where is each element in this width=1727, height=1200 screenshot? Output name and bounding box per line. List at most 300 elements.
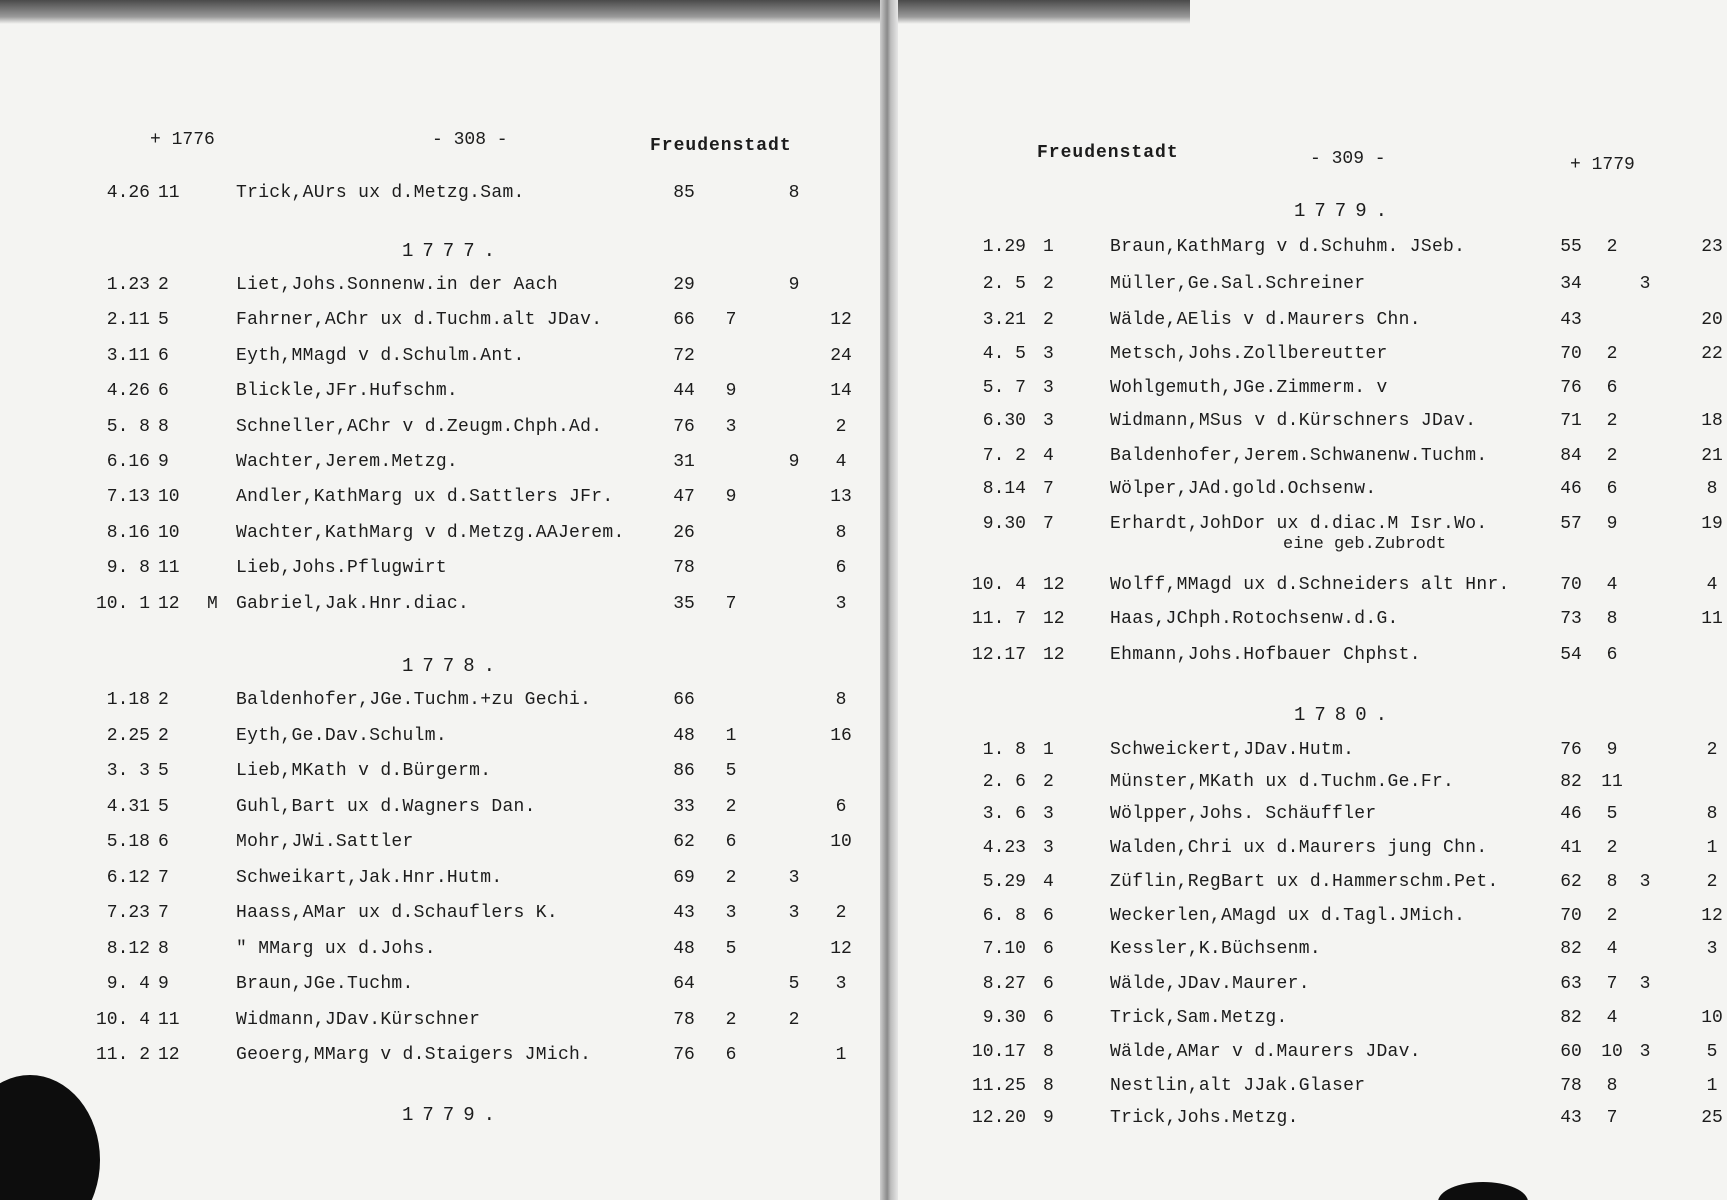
burial-number: 10 xyxy=(158,523,180,543)
person-name: Fahrner,AChr ux d.Tuchm.alt JDav. xyxy=(236,310,603,330)
age-months: 7 xyxy=(1606,974,1618,994)
burial-number: 12 xyxy=(1043,575,1065,595)
table-row xyxy=(0,868,880,902)
table-row xyxy=(898,479,1727,513)
death-date: 1. 8 xyxy=(982,740,1026,760)
burial-number: 6 xyxy=(1043,974,1054,994)
table-row xyxy=(898,378,1727,412)
age-months: 6 xyxy=(1606,378,1618,398)
age-months: 4 xyxy=(1606,939,1618,959)
age-months: 11 xyxy=(1601,772,1623,792)
year-heading: 1777. xyxy=(402,240,505,262)
death-date: 9.30 xyxy=(982,1008,1026,1028)
burial-number: 12 xyxy=(1043,609,1065,629)
death-date: 1.18 xyxy=(106,690,150,710)
table-row xyxy=(898,411,1727,445)
age-years: 66 xyxy=(673,310,695,330)
burial-number: 11 xyxy=(158,558,180,578)
age-months: 7 xyxy=(1606,1108,1618,1128)
age-years: 66 xyxy=(673,690,695,710)
age-days: 11 xyxy=(1701,609,1723,629)
burial-number: 2 xyxy=(1043,310,1054,330)
age-months: 8 xyxy=(1606,609,1618,629)
person-name: Wälde,AElis v d.Maurers Chn. xyxy=(1110,310,1421,330)
age-months: 8 xyxy=(1606,872,1618,892)
age-days: 10 xyxy=(1701,1008,1723,1028)
age-years: 57 xyxy=(1560,514,1582,534)
table-row xyxy=(0,487,880,521)
table-row xyxy=(898,1108,1727,1142)
age-days: 25 xyxy=(1701,1108,1723,1128)
age-years: 29 xyxy=(673,275,695,295)
person-name: Blickle,JFr.Hufschm. xyxy=(236,381,459,401)
age-years: 69 xyxy=(673,868,695,888)
table-row xyxy=(0,1045,880,1079)
age-months: 9 xyxy=(725,381,737,401)
burial-number: 6 xyxy=(158,381,169,401)
burial-number: 6 xyxy=(158,346,169,366)
burial-number: 2 xyxy=(158,275,169,295)
age-months: 9 xyxy=(1606,740,1618,760)
age-years: 82 xyxy=(1560,939,1582,959)
death-date: 4.26 xyxy=(106,381,150,401)
table-row xyxy=(898,838,1727,872)
table-row xyxy=(898,939,1727,973)
age-days: 10 xyxy=(830,832,852,852)
age-months: 5 xyxy=(725,939,737,959)
age-weeks: 9 xyxy=(788,275,800,295)
age-months: 7 xyxy=(725,310,737,330)
age-years: 46 xyxy=(1560,479,1582,499)
book-gutter xyxy=(880,0,898,1200)
age-years: 43 xyxy=(1560,1108,1582,1128)
burial-number: 11 xyxy=(158,1010,180,1030)
person-name: Wälde,JDav.Maurer. xyxy=(1110,974,1310,994)
burial-number: 8 xyxy=(1043,1042,1054,1062)
burial-number: 5 xyxy=(158,761,169,781)
death-date: 6.30 xyxy=(982,411,1026,431)
death-date: 1.23 xyxy=(106,275,150,295)
age-years: 48 xyxy=(673,939,695,959)
age-years: 41 xyxy=(1560,838,1582,858)
age-days: 8 xyxy=(835,523,847,543)
table-row xyxy=(898,274,1727,308)
age-months: 8 xyxy=(1606,1076,1618,1096)
age-years: 78 xyxy=(1560,1076,1582,1096)
person-name: Wachter,Jerem.Metzg. xyxy=(236,452,459,472)
person-name: Schweickert,JDav.Hutm. xyxy=(1110,740,1355,760)
age-years: 73 xyxy=(1560,609,1582,629)
age-years: 82 xyxy=(1560,1008,1582,1028)
person-name: Ehmann,Johs.Hofbauer Chphst. xyxy=(1110,645,1421,665)
death-date: 3.11 xyxy=(106,346,150,366)
age-years: 54 xyxy=(1560,645,1582,665)
death-date: 7.10 xyxy=(982,939,1026,959)
page-number: - 309 - xyxy=(1310,149,1386,169)
age-days: 6 xyxy=(835,797,847,817)
age-months: 5 xyxy=(725,761,737,781)
table-row xyxy=(898,974,1727,1008)
right-page xyxy=(898,0,1727,1200)
burial-number: 2 xyxy=(158,690,169,710)
age-days: 3 xyxy=(835,594,847,614)
age-weeks: 3 xyxy=(1639,274,1651,294)
age-years: 70 xyxy=(1560,906,1582,926)
burial-number: 3 xyxy=(1043,804,1054,824)
person-name: Erhardt,JohDor ux d.diac.M Isr.Wo. xyxy=(1110,514,1488,534)
death-date: 5.18 xyxy=(106,832,150,852)
age-days: 8 xyxy=(1706,804,1718,824)
burial-number: 2 xyxy=(1043,274,1054,294)
age-days: 19 xyxy=(1701,514,1723,534)
age-months: 10 xyxy=(1601,1042,1623,1062)
burial-number: 12 xyxy=(1043,645,1065,665)
person-name: Lieb,Johs.Pflugwirt xyxy=(236,558,447,578)
person-name: Widmann,MSus v d.Kürschners JDav. xyxy=(1110,411,1477,431)
death-year-heading: + 1776 xyxy=(150,130,215,150)
person-name: Mohr,JWi.Sattler xyxy=(236,832,414,852)
person-name: Geoerg,MMarg v d.Staigers JMich. xyxy=(236,1045,592,1065)
death-date: 12.17 xyxy=(971,645,1026,665)
table-row xyxy=(0,594,880,628)
death-date: 9.30 xyxy=(982,514,1026,534)
age-days: 1 xyxy=(1706,838,1718,858)
burial-number: 4 xyxy=(1043,872,1054,892)
burial-number: 6 xyxy=(158,832,169,852)
death-date: 10. 1 xyxy=(95,594,150,614)
age-months: 2 xyxy=(1606,838,1618,858)
burial-number: 7 xyxy=(1043,479,1054,499)
page-number: - 308 - xyxy=(432,130,508,150)
age-years: 43 xyxy=(1560,310,1582,330)
age-months: 2 xyxy=(1606,411,1618,431)
table-row xyxy=(898,772,1727,806)
burial-number: 7 xyxy=(158,903,169,923)
person-name: Müller,Ge.Sal.Schreiner xyxy=(1110,274,1366,294)
age-months: 1 xyxy=(725,726,737,746)
age-years: 64 xyxy=(673,974,695,994)
place-heading: Freudenstadt xyxy=(650,136,792,156)
burial-number: 3 xyxy=(1043,411,1054,431)
death-date: 12.20 xyxy=(971,1108,1026,1128)
burial-number: 2 xyxy=(1043,772,1054,792)
person-name: Guhl,Bart ux d.Wagners Dan. xyxy=(236,797,536,817)
death-date: 4.26 xyxy=(106,183,150,203)
year-heading: 1779. xyxy=(1294,200,1397,222)
death-date: 11.25 xyxy=(971,1076,1026,1096)
age-weeks: 3 xyxy=(1639,974,1651,994)
age-months: 3 xyxy=(725,417,737,437)
person-name: Wölpper,Johs. Schäuffler xyxy=(1110,804,1377,824)
age-months: 3 xyxy=(725,903,737,923)
age-years: 78 xyxy=(673,1010,695,1030)
death-date: 5. 7 xyxy=(982,378,1026,398)
burial-number: 10 xyxy=(158,487,180,507)
age-weeks: 8 xyxy=(788,183,800,203)
person-name: Trick,Johs.Metzg. xyxy=(1110,1108,1299,1128)
table-row xyxy=(898,1008,1727,1042)
death-date: 8.12 xyxy=(106,939,150,959)
age-days: 6 xyxy=(835,558,847,578)
age-days: 22 xyxy=(1701,344,1723,364)
age-days: 18 xyxy=(1701,411,1723,431)
burial-number: 11 xyxy=(158,183,180,203)
death-date: 10. 4 xyxy=(971,575,1026,595)
age-weeks: 5 xyxy=(788,974,800,994)
age-days: 3 xyxy=(1706,939,1718,959)
person-name: Kessler,K.Büchsenm. xyxy=(1110,939,1321,959)
table-row xyxy=(898,1042,1727,1076)
age-days: 4 xyxy=(835,452,847,472)
death-date: 7.13 xyxy=(106,487,150,507)
age-months: 6 xyxy=(1606,645,1618,665)
table-row xyxy=(898,645,1727,679)
age-days: 2 xyxy=(835,903,847,923)
death-date: 3. 3 xyxy=(106,761,150,781)
death-date: 5. 8 xyxy=(106,417,150,437)
age-weeks: 3 xyxy=(788,903,800,923)
death-date: 8.27 xyxy=(982,974,1026,994)
death-date: 10. 4 xyxy=(95,1010,150,1030)
age-days: 5 xyxy=(1706,1042,1718,1062)
age-days: 1 xyxy=(835,1045,847,1065)
death-date: 7. 2 xyxy=(982,446,1026,466)
death-date: 4.31 xyxy=(106,797,150,817)
person-name: Lieb,MKath v d.Bürgerm. xyxy=(236,761,492,781)
age-months: 2 xyxy=(725,797,737,817)
age-years: 76 xyxy=(1560,740,1582,760)
burial-number: 3 xyxy=(1043,838,1054,858)
scan-edge xyxy=(898,0,1190,24)
age-days: 24 xyxy=(830,346,852,366)
age-months: 6 xyxy=(725,1045,737,1065)
death-date: 4. 5 xyxy=(982,344,1026,364)
burial-number: 2 xyxy=(158,726,169,746)
age-days: 21 xyxy=(1701,446,1723,466)
age-years: 85 xyxy=(673,183,695,203)
death-date: 9. 8 xyxy=(106,558,150,578)
table-row xyxy=(0,417,880,451)
scan-shadow xyxy=(0,1075,100,1200)
age-years: 70 xyxy=(1560,344,1582,364)
table-row xyxy=(0,275,880,309)
age-months: 2 xyxy=(725,1010,737,1030)
person-name: Baldenhofer,Jerem.Schwanenw.Tuchm. xyxy=(1110,446,1488,466)
age-years: 33 xyxy=(673,797,695,817)
table-row xyxy=(0,726,880,760)
age-years: 34 xyxy=(1560,274,1582,294)
person-name: Schneller,AChr v d.Zeugm.Chph.Ad. xyxy=(236,417,603,437)
burial-number: 1 xyxy=(1043,237,1054,257)
age-days: 8 xyxy=(1706,479,1718,499)
death-date: 8.14 xyxy=(982,479,1026,499)
age-years: 31 xyxy=(673,452,695,472)
death-date: 3. 6 xyxy=(982,804,1026,824)
age-years: 82 xyxy=(1560,772,1582,792)
death-date: 11. 2 xyxy=(95,1045,150,1065)
age-months: 2 xyxy=(1606,906,1618,926)
table-row xyxy=(0,761,880,795)
age-days: 8 xyxy=(835,690,847,710)
person-name: Nestlin,alt JJak.Glaser xyxy=(1110,1076,1366,1096)
age-days: 3 xyxy=(835,974,847,994)
person-name: Münster,MKath ux d.Tuchm.Ge.Fr. xyxy=(1110,772,1455,792)
person-name: Wachter,KathMarg v d.Metzg.AAJerem. xyxy=(236,523,625,543)
table-row xyxy=(898,740,1727,774)
age-months: 6 xyxy=(725,832,737,852)
age-months: 4 xyxy=(1606,1008,1618,1028)
person-name: Widmann,JDav.Kürschner xyxy=(236,1010,481,1030)
burial-number: 12 xyxy=(158,1045,180,1065)
age-months: 9 xyxy=(1606,514,1618,534)
person-name: Schweikart,Jak.Hnr.Hutm. xyxy=(236,868,503,888)
age-months: 7 xyxy=(725,594,737,614)
table-row xyxy=(0,1010,880,1044)
person-name: Wohlgemuth,JGe.Zimmerm. v xyxy=(1110,378,1388,398)
table-row xyxy=(898,310,1727,344)
death-date: 1.29 xyxy=(982,237,1026,257)
person-name: Gabriel,Jak.Hnr.diac. xyxy=(236,594,470,614)
age-years: 78 xyxy=(673,558,695,578)
burial-number: 4 xyxy=(1043,446,1054,466)
entry-mark: M xyxy=(207,594,218,614)
age-weeks: 3 xyxy=(1639,872,1651,892)
age-years: 55 xyxy=(1560,237,1582,257)
age-years: 46 xyxy=(1560,804,1582,824)
age-weeks: 9 xyxy=(788,452,800,472)
name-continuation: eine geb.Zubrodt xyxy=(1283,535,1447,554)
death-year-heading: + 1779 xyxy=(1570,155,1635,175)
person-name: Eyth,Ge.Dav.Schulm. xyxy=(236,726,447,746)
age-days: 12 xyxy=(830,939,852,959)
age-months: 6 xyxy=(1606,479,1618,499)
age-months: 2 xyxy=(1606,446,1618,466)
age-years: 84 xyxy=(1560,446,1582,466)
age-days: 13 xyxy=(830,487,852,507)
death-date: 2.25 xyxy=(106,726,150,746)
age-years: 70 xyxy=(1560,575,1582,595)
burial-number: 3 xyxy=(1043,378,1054,398)
table-row xyxy=(898,1076,1727,1110)
table-row xyxy=(898,344,1727,378)
burial-number: 9 xyxy=(158,452,169,472)
age-months: 2 xyxy=(725,868,737,888)
table-row xyxy=(0,797,880,831)
table-row xyxy=(898,446,1727,480)
death-date: 8.16 xyxy=(106,523,150,543)
burial-number: 9 xyxy=(158,974,169,994)
death-date: 6.12 xyxy=(106,868,150,888)
person-name: Braun,JGe.Tuchm. xyxy=(236,974,414,994)
burial-number: 6 xyxy=(1043,906,1054,926)
death-date: 6. 8 xyxy=(982,906,1026,926)
age-days: 2 xyxy=(835,417,847,437)
person-name: Liet,Johs.Sonnenw.in der Aach xyxy=(236,275,558,295)
person-name: Haas,JChph.Rotochsenw.d.G. xyxy=(1110,609,1399,629)
burial-number: 6 xyxy=(1043,939,1054,959)
age-months: 4 xyxy=(1606,575,1618,595)
age-months: 2 xyxy=(1606,344,1618,364)
table-row xyxy=(0,903,880,937)
burial-number: 5 xyxy=(158,797,169,817)
table-row xyxy=(898,804,1727,838)
death-date: 5.29 xyxy=(982,872,1026,892)
death-date: 11. 7 xyxy=(971,609,1026,629)
table-row xyxy=(0,523,880,557)
age-days: 4 xyxy=(1706,575,1718,595)
age-years: 62 xyxy=(673,832,695,852)
age-years: 48 xyxy=(673,726,695,746)
table-row xyxy=(0,558,880,592)
age-weeks: 3 xyxy=(788,868,800,888)
age-months: 5 xyxy=(1606,804,1618,824)
death-date: 6.16 xyxy=(106,452,150,472)
person-name: Walden,Chri ux d.Maurers jung Chn. xyxy=(1110,838,1488,858)
age-months: 9 xyxy=(725,487,737,507)
person-name: Wölper,JAd.gold.Ochsenw. xyxy=(1110,479,1377,499)
age-years: 62 xyxy=(1560,872,1582,892)
table-row xyxy=(0,690,880,724)
table-row xyxy=(898,575,1727,609)
burial-number: 3 xyxy=(1043,344,1054,364)
person-name: Haass,AMar ux d.Schauflers K. xyxy=(236,903,558,923)
age-days: 12 xyxy=(830,310,852,330)
person-name: Braun,KathMarg v d.Schuhm. JSeb. xyxy=(1110,237,1466,257)
burial-number: 8 xyxy=(1043,1076,1054,1096)
age-years: 47 xyxy=(673,487,695,507)
table-row xyxy=(898,872,1727,906)
scan-edge xyxy=(0,0,880,24)
table-row xyxy=(0,346,880,380)
burial-number: 7 xyxy=(158,868,169,888)
age-years: 63 xyxy=(1560,974,1582,994)
burial-number: 8 xyxy=(158,417,169,437)
person-name: Andler,KathMarg ux d.Sattlers JFr. xyxy=(236,487,614,507)
age-days: 14 xyxy=(830,381,852,401)
table-row xyxy=(0,183,880,217)
burial-number: 9 xyxy=(1043,1108,1054,1128)
person-name: Baldenhofer,JGe.Tuchm.+zu Gechi. xyxy=(236,690,592,710)
year-heading: 1779. xyxy=(402,1104,505,1126)
age-days: 2 xyxy=(1706,740,1718,760)
age-years: 76 xyxy=(673,1045,695,1065)
table-row xyxy=(0,381,880,415)
burial-number: 6 xyxy=(1043,1008,1054,1028)
burial-number: 1 xyxy=(1043,740,1054,760)
year-heading: 1778. xyxy=(402,655,505,677)
person-name: Wälde,AMar v d.Maurers JDav. xyxy=(1110,1042,1421,1062)
person-name: Metsch,Johs.Zollbereutter xyxy=(1110,344,1388,364)
age-years: 26 xyxy=(673,523,695,543)
scan-shadow xyxy=(1438,1182,1528,1200)
death-date: 2.11 xyxy=(106,310,150,330)
age-years: 72 xyxy=(673,346,695,366)
person-name: Trick,Sam.Metzg. xyxy=(1110,1008,1288,1028)
age-months: 2 xyxy=(1606,237,1618,257)
age-days: 20 xyxy=(1701,310,1723,330)
age-years: 76 xyxy=(1560,378,1582,398)
person-name: Weckerlen,AMagd ux d.Tagl.JMich. xyxy=(1110,906,1466,926)
person-name: " MMarg ux d.Johs. xyxy=(236,939,436,959)
table-row xyxy=(0,832,880,866)
table-row xyxy=(0,974,880,1008)
year-heading: 1780. xyxy=(1294,704,1397,726)
death-date: 2. 5 xyxy=(982,274,1026,294)
place-heading: Freudenstadt xyxy=(1037,143,1179,163)
person-name: Eyth,MMagd v d.Schulm.Ant. xyxy=(236,346,525,366)
age-weeks: 3 xyxy=(1639,1042,1651,1062)
burial-number: 12 xyxy=(158,594,180,614)
